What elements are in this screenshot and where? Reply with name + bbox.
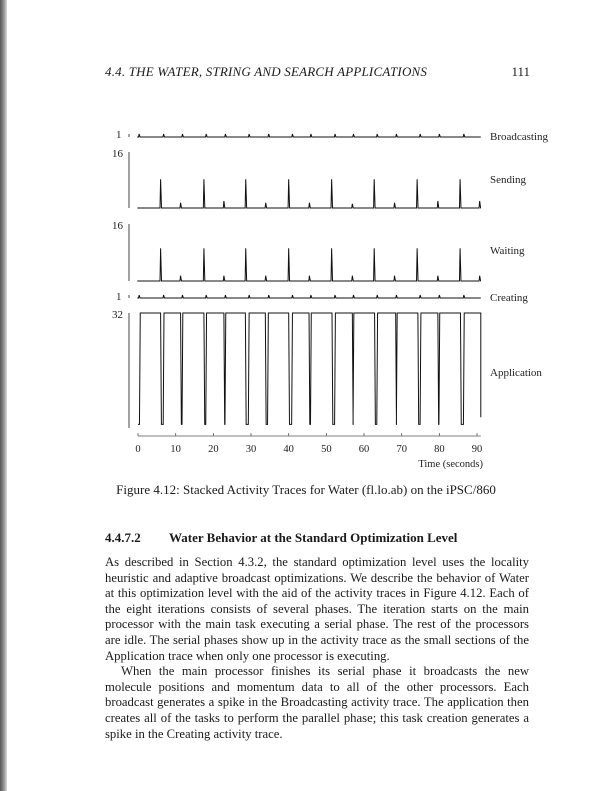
x-tick-label: 60: [358, 444, 370, 455]
section-number: 4.4.7.2: [105, 530, 141, 545]
creating-series-label: Creating: [490, 292, 528, 304]
sending-trace-line: [137, 179, 481, 208]
broadcasting-trace-line: [137, 134, 481, 137]
paragraph: As described in Section 4.3.2, the standard optimization level uses the locality heuristic and adaptive broadcast optimizations. We describe the behavior of Water at this optimization level with the aid of the activity traces in Figure 4.12. Each of the eight iterations consists of several phases. The iteration starts on the main processor with the main task executing a serial phase. The rest of the processors are idle. The serial phases show up in the activity trace as the small sections of the Application trace when only one processor is executing.: [105, 555, 529, 663]
section-heading: [105, 530, 457, 546]
x-tick-label: 90: [471, 444, 483, 455]
sending-ymax-label: 16: [112, 148, 123, 160]
application-ymax-label: 32: [112, 309, 123, 321]
running-head: 4.4. THE WATER, STRING AND SEARCH APPLICATIONS: [105, 64, 428, 79]
body-text: [105, 555, 529, 742]
waiting-ymax-label: 16: [112, 220, 123, 232]
x-tick-label: 10: [170, 444, 181, 455]
section-title: Water Behavior at the Standard Optimization Level: [169, 530, 458, 545]
creating-ymax-label: 1: [116, 291, 122, 303]
x-tick-label: 70: [396, 444, 407, 455]
broadcasting-series-label: Broadcasting: [490, 131, 549, 143]
x-tick-label: 20: [208, 444, 219, 455]
paragraph: When the main processor finishes its serial phase it broadcasts the new molecule positions and momentum data to all of the other processors. Each broadcast generates a spike in the Broadcasting activity trace. The application then creates all of the tasks to perform the parallel phase; this task creation generates a spike in the Creating activity trace.: [105, 664, 529, 741]
waiting-trace-line: [137, 248, 481, 281]
broadcasting-ymax-label: 1: [116, 129, 122, 141]
application-series-label: Application: [490, 367, 542, 379]
x-axis-label: Time (seconds): [418, 459, 483, 470]
application-trace-line: [138, 313, 481, 424]
figure-caption: Figure 4.12: Stacked Activity Traces for Water (fl.lo.ab) on the iPSC/860: [116, 482, 496, 497]
creating-trace-line: [137, 295, 481, 298]
sending-series-label: Sending: [490, 174, 527, 186]
x-tick-label: 80: [434, 444, 445, 455]
x-tick-label: 50: [321, 444, 332, 455]
x-tick-label: 0: [135, 444, 141, 455]
x-tick-label: 30: [245, 444, 257, 455]
x-tick-label: 40: [283, 444, 294, 455]
page-number: 111: [511, 64, 530, 79]
waiting-series-label: Waiting: [490, 245, 525, 257]
